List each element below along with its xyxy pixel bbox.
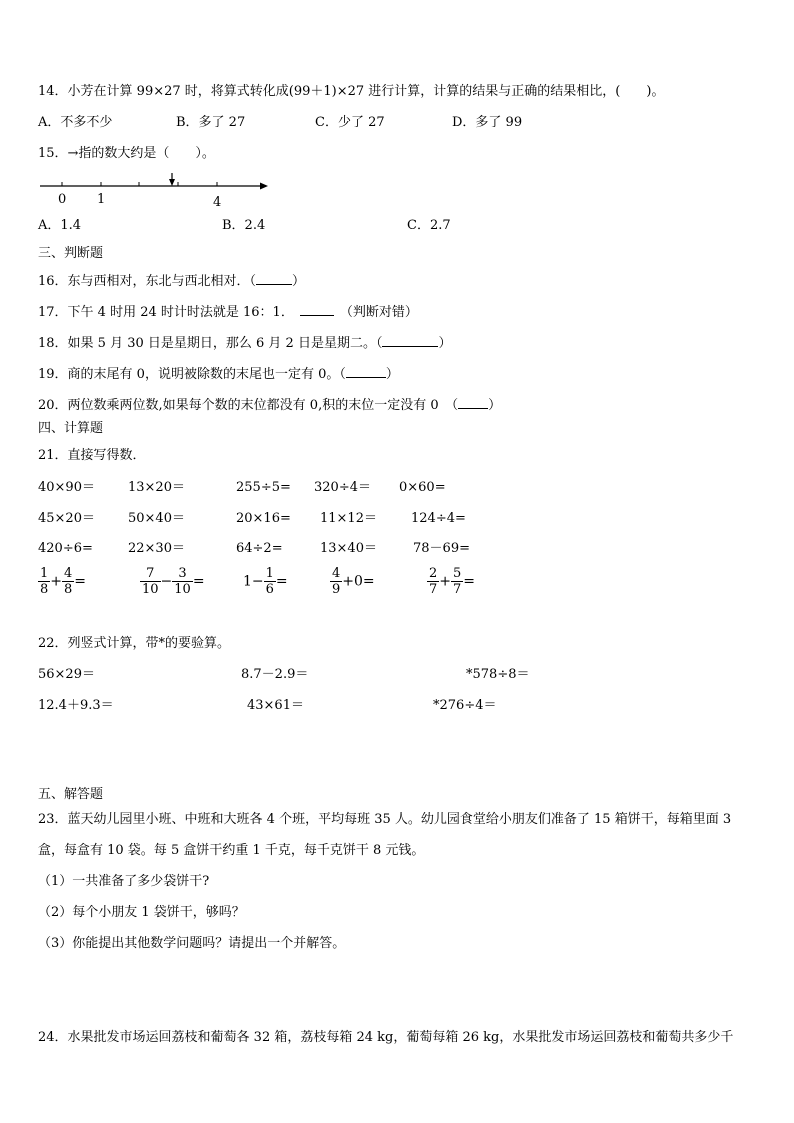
- q21-title: 21．直接写得数．: [38, 448, 146, 463]
- fraction: $\frac{1}{6}$: [265, 566, 274, 597]
- calc-item: 22×30＝: [128, 541, 185, 556]
- q15-text: 15．→指的数大约是（ ）。: [38, 146, 215, 161]
- q23-sub-1: （1）一共准备了多少袋饼干?: [38, 874, 210, 889]
- calc-item: 255÷5=: [236, 480, 291, 495]
- calc-item: 78－69=: [413, 541, 470, 556]
- q23-sub-2: （2）每个小朋友 1 袋饼干，够吗？: [38, 905, 245, 920]
- judge-text: 20．两位数乘两位数,如果每个数的末位都没有 0,积的末位一定没有 0 （: [38, 398, 459, 413]
- q23-line1: 23．蓝天幼儿园里小班、中班和大班各 4 个班，平均每班 35 人。幼儿园食堂给小朋友们准备了 15 箱饼干，每箱里面 3: [38, 812, 732, 827]
- q14-option-b[interactable]: B．多了 27: [176, 115, 246, 130]
- fraction-expression: 1− $\frac{1}{6}$ =: [243, 566, 288, 597]
- answer-blank[interactable]: [346, 365, 386, 378]
- axis-label-1: 1: [97, 192, 106, 207]
- fraction: $\frac{4}{9}$: [332, 566, 341, 597]
- judge-item-19: 19．商的末尾有 0，说明被除数的末尾也一定有 0。（ ）: [38, 367, 399, 382]
- calc-item: *276÷4＝: [433, 698, 497, 713]
- calc-item: 13×40＝: [320, 541, 377, 556]
- judge-item-20: 20．两位数乘两位数,如果每个数的末位都没有 0,积的末位一定没有 0 （ ）: [38, 398, 502, 413]
- q15-option-b[interactable]: B．2.4: [222, 218, 266, 233]
- calc-item: 0×60=: [399, 480, 446, 495]
- q14-option-a[interactable]: A．不多不少: [38, 115, 113, 130]
- q14-option-c[interactable]: C．少了 27: [315, 115, 385, 130]
- fraction: $\frac{4}{8}$: [64, 566, 73, 597]
- section-title: 三、判断题: [38, 246, 104, 261]
- calc-item: 43×61＝: [247, 698, 304, 713]
- fraction-expression: $\frac{4}{9}$ +0=: [332, 566, 375, 597]
- calc-item: 12.4＋9.3＝: [38, 698, 114, 713]
- q14-option-d[interactable]: D．多了 99: [452, 115, 523, 130]
- fraction-expression: $\frac{7}{10}$ − $\frac{3}{10}$ =: [142, 566, 205, 597]
- fraction: $\frac{5}{7}$: [453, 566, 462, 597]
- fraction: $\frac{3}{10}$: [174, 566, 191, 597]
- fraction-expression: $\frac{1}{8}$ + $\frac{4}{8}$ =: [40, 566, 87, 597]
- calc-item: 56×29＝: [38, 667, 95, 682]
- judge-text: 16．东与西相对，东北与西北相对．（: [38, 274, 257, 289]
- calc-item: 420÷6=: [38, 541, 93, 556]
- q15-option-c[interactable]: C．2.7: [407, 218, 451, 233]
- fraction: $\frac{1}{8}$: [40, 566, 49, 597]
- calc-item: 124÷4=: [411, 511, 466, 526]
- judge-text: 18．如果 5 月 30 日是星期日，那么 6 月 2 日是星期二。（: [38, 336, 383, 351]
- q24-text: 24．水果批发市场运回荔枝和葡萄各 32 箱，荔枝每箱 24 kg，葡萄每箱 26 kg，水果批发市场运回荔枝和葡萄共多少千: [38, 1030, 734, 1045]
- calc-item: 8.7－2.9＝: [241, 667, 309, 682]
- calc-item: *578÷8＝: [466, 667, 530, 682]
- section-title: 五、解答题: [38, 787, 104, 802]
- fraction: $\frac{2}{7}$: [429, 566, 438, 597]
- down-arrowhead-icon: [169, 179, 175, 186]
- q22-title: 22．列竖式计算，带*的要验算。: [38, 636, 231, 651]
- judge-item-16: 16．东与西相对，东北与西北相对．（ ）: [38, 274, 306, 289]
- calc-item: 64÷2=: [236, 541, 283, 556]
- number-line: [36, 170, 276, 210]
- answer-blank[interactable]: [382, 334, 438, 347]
- fraction: $\frac{7}{10}$: [142, 566, 159, 597]
- calc-item: 45×20＝: [38, 511, 95, 526]
- q15-option-a[interactable]: A．1.4: [38, 218, 82, 233]
- answer-blank[interactable]: [256, 272, 292, 285]
- calc-item: 20×16=: [236, 511, 291, 526]
- judge-text: 19．商的末尾有 0，说明被除数的末尾也一定有 0。（: [38, 367, 346, 382]
- calc-item: 320÷4＝: [314, 480, 371, 495]
- q14-text: 14．小芳在计算 99×27 时，将算式转化成(99＋1)×27 进行计算，计算的结果与正确的结果相比，( )。: [38, 84, 665, 99]
- judge-item-18: 18．如果 5 月 30 日是星期日，那么 6 月 2 日是星期二。（ ）: [38, 336, 452, 351]
- calc-item: 13×20＝: [128, 480, 185, 495]
- fraction-expression: $\frac{2}{7}$ + $\frac{5}{7}$ =: [429, 566, 476, 597]
- axis-label-4: 4: [213, 195, 222, 210]
- calc-item: 11×12＝: [320, 511, 377, 526]
- q23-sub-3: （3）你能提出其他数学问题吗？请提出一个并解答。: [38, 936, 346, 951]
- calc-item: 40×90＝: [38, 480, 95, 495]
- answer-blank[interactable]: [300, 303, 334, 316]
- judge-item-17: 17．下午 4 时用 24 时计时法就是 16：1． （判断对错）: [38, 305, 418, 320]
- axis-label-0: 0: [58, 192, 67, 207]
- answer-blank[interactable]: [458, 396, 488, 409]
- section-title: 四、计算题: [38, 421, 104, 436]
- q23-line2: 盒，每盒有 10 袋。每 5 盒饼干约重 1 千克，每千克饼干 8 元钱。: [38, 843, 425, 858]
- calc-item: 50×40＝: [128, 511, 185, 526]
- number-line-arrowhead: [260, 183, 268, 190]
- judge-text: 17．下午 4 时用 24 时计时法就是 16：1．: [38, 305, 294, 320]
